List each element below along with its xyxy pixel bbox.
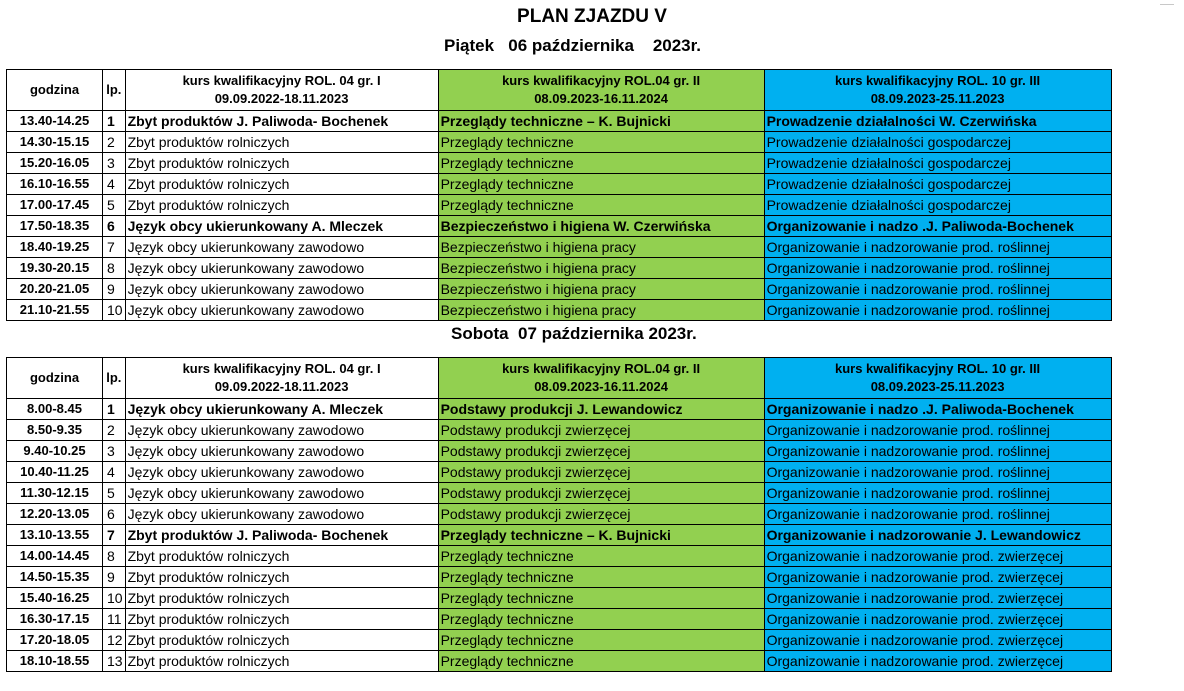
header-group-1 (125, 70, 438, 111)
group-2-subject-cell: Bezpieczeństwo i higiena pracy (438, 237, 764, 258)
header-group-3-name: kurs kwalifikacyjny ROL. 10 gr. III (834, 73, 1041, 88)
group-3-subject-cell: Organizowanie i nadzorowanie prod. zwierzęcej (764, 651, 1111, 672)
header-group-3 (764, 358, 1111, 399)
friday-rows (7, 111, 1112, 321)
group-1-subject-cell: Zbyt produktów rolniczych (125, 153, 438, 174)
group-2-subject-cell: Podstawy produkcji zwierzęcej (438, 483, 764, 504)
group-1-subject-cell: Język obcy ukierunkowany zawodowo (125, 258, 438, 279)
group-3-subject-cell: Organizowanie i nadzorowanie prod. zwierzęcej (764, 609, 1111, 630)
group-3-subject-cell: Prowadzenie działalności gospodarczej (764, 174, 1111, 195)
table-row (7, 195, 1112, 216)
table-header-row (7, 358, 1112, 399)
time-cell: 18.10-18.55 (7, 651, 103, 672)
group-2-subject-cell: Przeglądy techniczne (438, 630, 764, 651)
time-cell: 16.10-16.55 (7, 174, 103, 195)
lp-cell: 11 (103, 609, 126, 630)
table-row (7, 174, 1112, 195)
table-row (7, 420, 1112, 441)
lp-cell: 5 (103, 195, 126, 216)
table-row (7, 588, 1112, 609)
group-3-subject-cell: Organizowanie i nadzorowanie J. Lewandowicz (764, 525, 1111, 546)
group-3-subject-cell: Organizowanie i nadzorowanie prod. roślinnej (764, 483, 1111, 504)
header-group-1-name: kurs kwalifikacyjny ROL. 04 gr. I (182, 361, 381, 376)
group-1-subject-cell: Język obcy ukierunkowany A. Mleczek (125, 399, 438, 420)
group-1-subject-cell: Zbyt produktów J. Paliwoda- Bochenek (125, 111, 438, 132)
time-cell: 8.00-8.45 (7, 399, 103, 420)
header-group-3-name: kurs kwalifikacyjny ROL. 10 gr. III (834, 361, 1041, 376)
group-2-subject-cell: Przeglądy techniczne (438, 609, 764, 630)
group-1-subject-cell: Język obcy ukierunkowany zawodowo (125, 300, 438, 321)
header-time: godzina (7, 358, 103, 399)
table-row (7, 483, 1112, 504)
group-2-subject-cell: Podstawy produkcji J. Lewandowicz (438, 399, 764, 420)
schedule-table-saturday (6, 357, 1112, 672)
group-2-subject-cell: Przeglądy techniczne – K. Bujnicki (438, 111, 764, 132)
group-2-subject-cell: Podstawy produkcji zwierzęcej (438, 462, 764, 483)
table-row (7, 237, 1112, 258)
time-cell: 12.20-13.05 (7, 504, 103, 525)
time-cell: 10.40-11.25 (7, 462, 103, 483)
table-row (7, 300, 1112, 321)
header-group-3-dates: 08.09.2023-25.11.2023 (870, 379, 1005, 394)
table-row (7, 258, 1112, 279)
group-2-subject-cell: Podstawy produkcji zwierzęcej (438, 420, 764, 441)
table-row (7, 651, 1112, 672)
time-cell: 8.50-9.35 (7, 420, 103, 441)
lp-cell: 1 (103, 111, 126, 132)
time-cell: 20.20-21.05 (7, 279, 103, 300)
table-row (7, 546, 1112, 567)
group-2-subject-cell: Przeglądy techniczne – K. Bujnicki (438, 525, 764, 546)
lp-cell: 12 (103, 630, 126, 651)
lp-cell: 3 (103, 441, 126, 462)
time-cell: 15.40-16.25 (7, 588, 103, 609)
header-group-1-name: kurs kwalifikacyjny ROL. 04 gr. I (182, 73, 381, 88)
table-row (7, 111, 1112, 132)
group-3-subject-cell: Organizowanie i nadzo .J. Paliwoda-Bochenek (764, 399, 1111, 420)
time-cell: 15.20-16.05 (7, 153, 103, 174)
group-3-subject-cell: Organizowanie i nadzorowanie prod. zwierzęcej (764, 630, 1111, 651)
group-3-subject-cell: Organizowanie i nadzorowanie prod. zwierzęcej (764, 546, 1111, 567)
saturday-rows (7, 399, 1112, 672)
header-group-2-name: kurs kwalifikacyjny ROL.04 gr. II (502, 361, 701, 376)
group-2-subject-cell: Bezpieczeństwo i higiena pracy (438, 258, 764, 279)
day-heading-saturday: Sobota 07 października 2023r. (451, 324, 697, 343)
time-cell: 14.50-15.35 (7, 567, 103, 588)
lp-cell: 10 (103, 300, 126, 321)
group-3-subject-cell: Organizowanie i nadzorowanie prod. roślinnej (764, 441, 1111, 462)
group-3-subject-cell: Organizowanie i nadzo .J. Paliwoda-Bochenek (764, 216, 1111, 237)
time-cell: 17.00-17.45 (7, 195, 103, 216)
group-1-subject-cell: Język obcy ukierunkowany zawodowo (125, 420, 438, 441)
table-row (7, 153, 1112, 174)
group-1-subject-cell: Język obcy ukierunkowany zawodowo (125, 279, 438, 300)
header-group-1-dates: 09.09.2022-18.11.2023 (214, 379, 349, 394)
time-cell: 14.00-14.45 (7, 546, 103, 567)
header-group-1 (125, 358, 438, 399)
group-2-subject-cell: Przeglądy techniczne (438, 132, 764, 153)
group-2-subject-cell: Podstawy produkcji zwierzęcej (438, 441, 764, 462)
group-2-subject-cell: Przeglądy techniczne (438, 153, 764, 174)
lp-cell: 7 (103, 237, 126, 258)
lp-cell: 2 (103, 132, 126, 153)
day-heading-friday: Piątek 06 października 2023r. (444, 36, 702, 55)
time-cell: 17.50-18.35 (7, 216, 103, 237)
header-group-3-dates: 08.09.2023-25.11.2023 (870, 91, 1005, 106)
group-1-subject-cell: Zbyt produktów rolniczych (125, 588, 438, 609)
group-2-subject-cell: Przeglądy techniczne (438, 567, 764, 588)
group-3-subject-cell: Prowadzenie działalności gospodarczej (764, 153, 1111, 174)
header-group-3 (764, 70, 1111, 111)
time-cell: 14.30-15.15 (7, 132, 103, 153)
lp-cell: 8 (103, 546, 126, 567)
group-3-subject-cell: Organizowanie i nadzorowanie prod. roślinnej (764, 237, 1111, 258)
table-row (7, 399, 1112, 420)
lp-cell: 6 (103, 504, 126, 525)
time-cell: 13.10-13.55 (7, 525, 103, 546)
lp-cell: 9 (103, 279, 126, 300)
lp-cell: 9 (103, 567, 126, 588)
time-cell: 11.30-12.15 (7, 483, 103, 504)
table-header-row (7, 70, 1112, 111)
group-1-subject-cell: Zbyt produktów rolniczych (125, 174, 438, 195)
group-3-subject-cell: Organizowanie i nadzorowanie prod. roślinnej (764, 279, 1111, 300)
table-row (7, 525, 1112, 546)
table-row (7, 609, 1112, 630)
group-1-subject-cell: Język obcy ukierunkowany zawodowo (125, 441, 438, 462)
header-lp: lp. (103, 358, 126, 399)
group-2-subject-cell: Podstawy produkcji zwierzęcej (438, 504, 764, 525)
header-group-1-dates: 09.09.2022-18.11.2023 (214, 91, 349, 106)
group-2-subject-cell: Bezpieczeństwo i higiena pracy (438, 279, 764, 300)
time-cell: 19.30-20.15 (7, 258, 103, 279)
lp-cell: 6 (103, 216, 126, 237)
header-group-2 (438, 358, 764, 399)
group-2-subject-cell: Przeglądy techniczne (438, 651, 764, 672)
group-3-subject-cell: Prowadzenie działalności gospodarczej (764, 132, 1111, 153)
table-row (7, 441, 1112, 462)
header-group-2-dates: 08.09.2023-16.11.2024 (534, 91, 668, 106)
time-cell: 18.40-19.25 (7, 237, 103, 258)
page-corner-mark (1160, 4, 1174, 5)
table-row (7, 504, 1112, 525)
group-3-subject-cell: Organizowanie i nadzorowanie prod. roślinnej (764, 462, 1111, 483)
group-1-subject-cell: Język obcy ukierunkowany zawodowo (125, 504, 438, 525)
lp-cell: 4 (103, 462, 126, 483)
header-lp: lp. (103, 70, 126, 111)
time-cell: 16.30-17.15 (7, 609, 103, 630)
group-2-subject-cell: Bezpieczeństwo i higiena pracy (438, 300, 764, 321)
group-2-subject-cell: Przeglądy techniczne (438, 195, 764, 216)
group-1-subject-cell: Język obcy ukierunkowany zawodowo (125, 237, 438, 258)
group-3-subject-cell: Organizowanie i nadzorowanie prod. roślinnej (764, 258, 1111, 279)
group-3-subject-cell: Prowadzenie działalności W. Czerwińska (764, 111, 1111, 132)
table-row (7, 630, 1112, 651)
lp-cell: 2 (103, 420, 126, 441)
group-1-subject-cell: Zbyt produktów rolniczych (125, 546, 438, 567)
time-cell: 9.40-10.25 (7, 441, 103, 462)
lp-cell: 5 (103, 483, 126, 504)
group-2-subject-cell: Przeglądy techniczne (438, 546, 764, 567)
lp-cell: 3 (103, 153, 126, 174)
group-3-subject-cell: Prowadzenie działalności gospodarczej (764, 195, 1111, 216)
lp-cell: 1 (103, 399, 126, 420)
header-time: godzina (7, 70, 103, 111)
group-1-subject-cell: Zbyt produktów rolniczych (125, 630, 438, 651)
group-3-subject-cell: Organizowanie i nadzorowanie prod. roślinnej (764, 420, 1111, 441)
header-group-2-dates: 08.09.2023-16.11.2024 (534, 379, 668, 394)
group-1-subject-cell: Zbyt produktów J. Paliwoda- Bochenek (125, 525, 438, 546)
table-row (7, 462, 1112, 483)
group-1-subject-cell: Język obcy ukierunkowany A. Mleczek (125, 216, 438, 237)
group-1-subject-cell: Zbyt produktów rolniczych (125, 609, 438, 630)
group-1-subject-cell: Zbyt produktów rolniczych (125, 651, 438, 672)
lp-cell: 10 (103, 588, 126, 609)
time-cell: 13.40-14.25 (7, 111, 103, 132)
group-1-subject-cell: Zbyt produktów rolniczych (125, 132, 438, 153)
lp-cell: 13 (103, 651, 126, 672)
table-row (7, 567, 1112, 588)
group-3-subject-cell: Organizowanie i nadzorowanie prod. zwierzęcej (764, 567, 1111, 588)
header-group-2 (438, 70, 764, 111)
table-row (7, 132, 1112, 153)
lp-cell: 7 (103, 525, 126, 546)
group-3-subject-cell: Organizowanie i nadzorowanie prod. zwierzęcej (764, 588, 1111, 609)
group-1-subject-cell: Język obcy ukierunkowany zawodowo (125, 483, 438, 504)
lp-cell: 8 (103, 258, 126, 279)
group-2-subject-cell: Przeglądy techniczne (438, 174, 764, 195)
group-2-subject-cell: Bezpieczeństwo i higiena W. Czerwińska (438, 216, 764, 237)
group-2-subject-cell: Przeglądy techniczne (438, 588, 764, 609)
group-1-subject-cell: Zbyt produktów rolniczych (125, 195, 438, 216)
page-title: PLAN ZJAZDU V (517, 6, 667, 27)
lp-cell: 4 (103, 174, 126, 195)
group-3-subject-cell: Organizowanie i nadzorowanie prod. roślinnej (764, 504, 1111, 525)
group-1-subject-cell: Język obcy ukierunkowany zawodowo (125, 462, 438, 483)
group-1-subject-cell: Zbyt produktów rolniczych (125, 567, 438, 588)
table-row (7, 216, 1112, 237)
time-cell: 21.10-21.55 (7, 300, 103, 321)
header-group-2-name: kurs kwalifikacyjny ROL.04 gr. II (502, 73, 701, 88)
table-row (7, 279, 1112, 300)
time-cell: 17.20-18.05 (7, 630, 103, 651)
group-3-subject-cell: Organizowanie i nadzorowanie prod. roślinnej (764, 300, 1111, 321)
schedule-table-friday (6, 69, 1112, 321)
